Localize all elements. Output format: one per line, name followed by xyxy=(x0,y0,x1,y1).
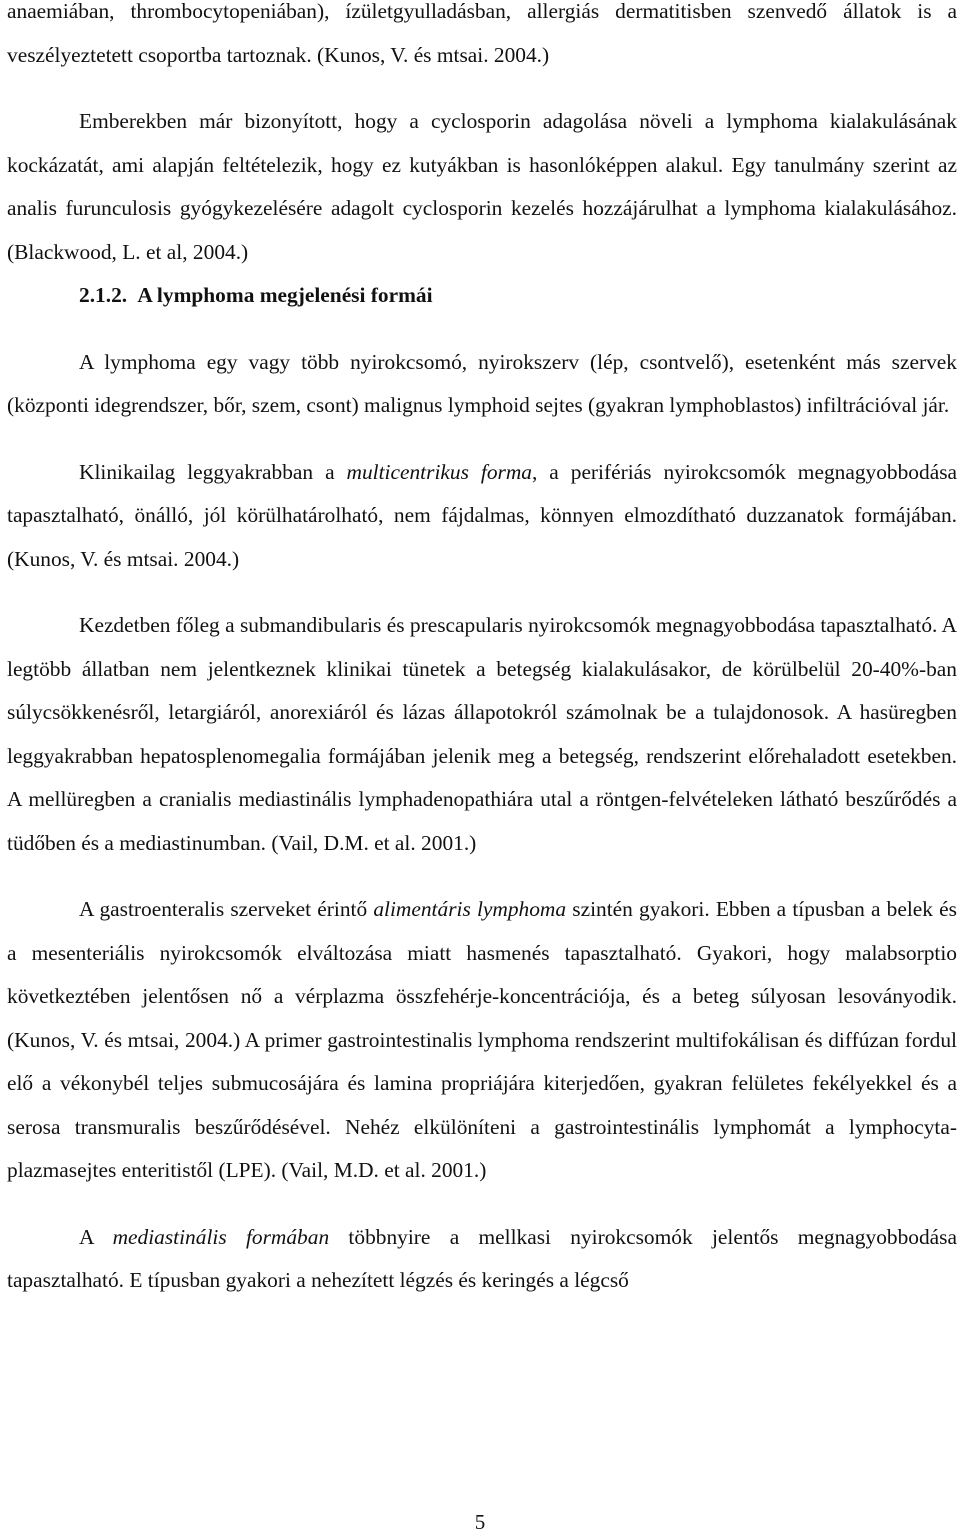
paragraph-cyclosporin: Emberekben már bizonyított, hogy a cyclosporin adagolása növeli a lymphoma kialakulásának kockázatát, ami alapján feltételezik, hogy ez kutyákban is hasonlóképpen alakul. Egy tanulmány szerint az analis furunculosis gyógykezelésére adagolt cyclosporin kezelés hozzájárulhat a lymphoma kialakulásához. (Blackwood, L. et al, 2004.) xyxy=(7,109,957,264)
text-run: , a perifériás nyirokcsomók megnagyobbodása tapasztalható, önálló, jól körülhatárolható, nem fájdalmas, könnyen elmozdítható duzzanatok formájában. (Kunos, V. és mtsai. 2004.) xyxy=(7,459,958,571)
section-title: A lymphoma megjelenési formái xyxy=(137,283,433,307)
text-run: A xyxy=(79,1224,113,1249)
page-number: 5 xyxy=(474,1510,486,1534)
document-page xyxy=(7,0,957,1303)
paragraph-multicentric xyxy=(7,451,957,582)
paragraph-symptoms: Kezdetben főleg a submandibularis és prescapularis nyirokcsomók megnagyobbodása tapasztalható. A legtöbb állatban nem jelentkeznek klinikai tünetek a betegség kialakulásakor, de körülbelül 20-40%-ban súlycsökkenésről, letargiáról, anorexiáról és lázas állapotokról számolnak be a tulajdonosok. A hasüregben leggyakrabban hepatosplenomegalia formájában jelenik meg a betegség, rendszerint előrehaladott esetekben. A mellüregben a cranialis mediastinális lymphadenopathiára utal a röntgen-felvételeken látható beszűrődés a tüdőben és a mediastinumban. (Vail, D.M. et al. 2001.) xyxy=(7,613,957,855)
emphasis-term: mediastinális formában xyxy=(112,1224,330,1249)
section-number: 2.1.2. xyxy=(79,283,128,307)
paragraph-mediastinal xyxy=(7,1216,957,1303)
emphasis-term: alimentáris lymphoma xyxy=(373,897,567,921)
paragraph-alimentary xyxy=(7,888,957,1193)
emphasis-term: multicentrikus forma xyxy=(346,459,532,484)
text-run: Klinikailag leggyakrabban a xyxy=(79,459,347,484)
paragraph-continuation: anaemiában, thrombocytopeniában), ízületgyulladásban, allergiás dermatitisben szenvedő állatok is a veszélyeztetett csoportba tartoznak. (Kunos, V. és mtsai. 2004.) xyxy=(7,0,957,67)
text-run: többnyire a mellkasi nyirokcsomók jelentős megnagyobbodása tapasztalható. E típusban gyakori a nehezített légzés és keringés a légcső xyxy=(7,1224,957,1292)
section-heading xyxy=(79,274,957,318)
text-run: szintén gyakori. Ebben a típusban a belek és a mesenteriális nyirokcsomók elváltozása miatt hasmenés tapasztalható. Gyakori, hogy malabsorptio következtében jelentősen nő a vérplazma összfehérje-koncentrációja, és a beteg súlyosan lesoványodik. (Kunos, V. és mtsai, 2004.) A primer gastrointestinalis lymphoma rendszerint multifokálisan és diffúzan fordul elő a vékonybél teljes submucosájára és lamina propriájára kiterjedően, gyakran felületes fekélyekkel és a serosa transmuralis beszűrődésével. Nehéz elkülöníteni a gastrointestinális lymphomát a lymphocyta-plazmasejtes enteritistől (LPE). (Vail, M.D. et al. 2001.) xyxy=(7,897,957,1182)
paragraph-definition: A lymphoma egy vagy több nyirokcsomó, nyirokszerv (lép, csontvelő), esetenként más szervek (központi idegrendszer, bőr, szem, csont) malignus lymphoid sejtes (gyakran lymphoblastos) infiltrációval jár. xyxy=(7,349,957,417)
text-run: A gastroenteralis szerveket érintő xyxy=(79,897,374,921)
